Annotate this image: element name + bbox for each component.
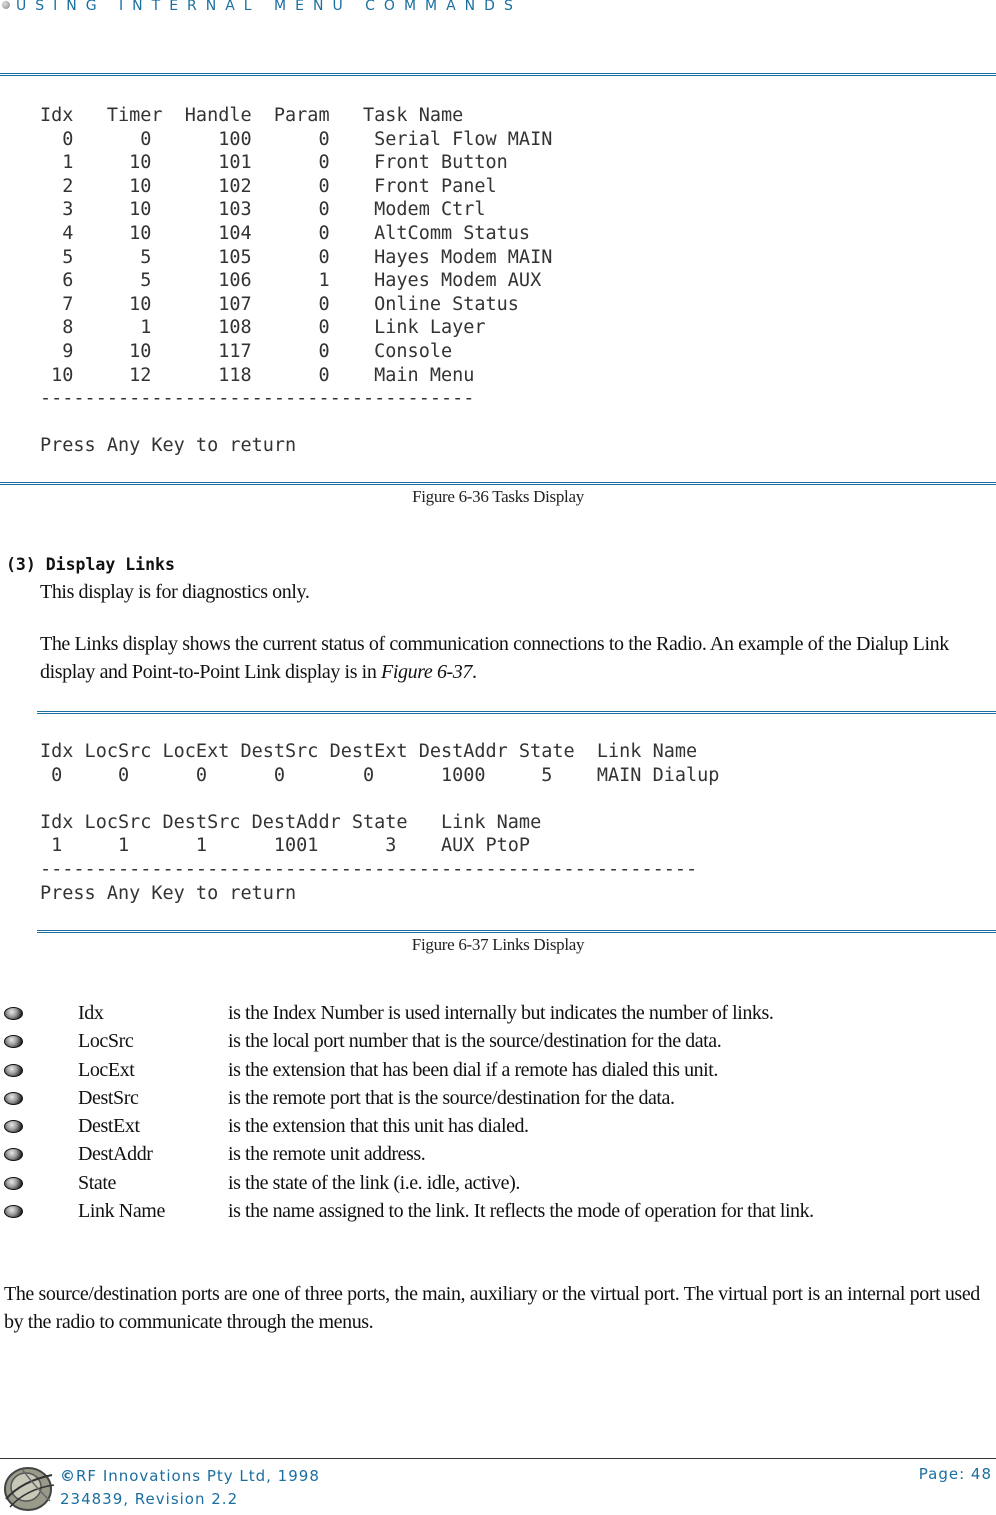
bullet-icon (4, 1177, 23, 1190)
list-item (0, 1143, 996, 1171)
definition-term: Link Name (78, 1200, 165, 1223)
bullet-icon (4, 1092, 23, 1105)
para-end: . (472, 661, 477, 683)
definition-term: DestSrc (78, 1086, 139, 1109)
links-display-terminal: Idx LocSrc LocExt DestSrc DestExt DestAddr State Link Name 0 0 0 0 0 1000 5 MAIN Dialup Idx LocSrc DestSrc DestAddr State Link Name 1 1 1 1001 3 AUX PtoP ----------------------------------------------------------- Press Any Key to return (40, 741, 720, 904)
definition-desc: is the remote unit address. (228, 1143, 426, 1166)
figure-reference: Figure 6-37 (381, 661, 472, 683)
bullet-icon (4, 1064, 23, 1077)
tasks-display-divider (0, 482, 996, 485)
definition-term: LocExt (78, 1058, 135, 1081)
bullet-icon (4, 1007, 23, 1020)
definitions-list (0, 1002, 996, 1228)
company-logo-icon (2, 1461, 56, 1513)
footer-company-info (60, 1465, 320, 1511)
header-divider (0, 73, 996, 76)
list-item (0, 1030, 996, 1058)
page-number: Page: 48 (918, 1465, 992, 1483)
footer-doc-ref: 234839, Revision 2.2 (60, 1490, 239, 1508)
definition-desc: is the remote port that is the source/destination for the data. (228, 1086, 675, 1109)
definition-desc: is the local port number that is the source/destination for the data. (228, 1030, 722, 1053)
header-title-text: USING INTERNAL MENU COMMANDS (16, 0, 522, 14)
section-para-diagnostics: This display is for diagnostics only. (40, 581, 310, 603)
definition-desc: is the name assigned to the link. It reflects the mode of operation for that link. (228, 1200, 814, 1223)
links-display-top-divider (37, 711, 996, 714)
bullet-icon (4, 1120, 23, 1133)
definition-term: State (78, 1171, 116, 1194)
section-heading: (3) Display Links (6, 555, 175, 574)
footer-copyright (60, 1465, 320, 1488)
page-header (2, 0, 522, 14)
para-text: The Links display shows the current status of communication connections to the Radio. An example of the Dialup Link display and Point-to-Point Link display is in (40, 633, 949, 683)
bullet-icon (4, 1035, 23, 1048)
footer-divider (0, 1458, 996, 1459)
list-item (0, 1087, 996, 1115)
bullet-icon (4, 1205, 23, 1218)
bullet-icon (4, 1148, 23, 1161)
definition-term: DestAddr (78, 1143, 153, 1166)
list-item (0, 1002, 996, 1030)
header-bullet-icon (2, 1, 10, 9)
definition-desc: is the Index Number is used internally but indicates the number of links. (228, 1002, 774, 1024)
definition-term: DestExt (78, 1115, 140, 1138)
figure-caption-tasks: Figure 6-36 Tasks Display (412, 487, 584, 506)
links-display-bottom-divider (37, 930, 996, 933)
definition-desc: is the extension that has been dial if a remote has dialed this unit. (228, 1058, 718, 1081)
list-item (0, 1172, 996, 1200)
definition-desc: is the state of the link (i.e. idle, active). (228, 1171, 520, 1194)
list-item (0, 1200, 996, 1228)
section-para-links (40, 630, 996, 686)
definition-term: Idx (78, 1002, 104, 1024)
footer-company: RF Innovations Pty Ltd, 1998 (76, 1467, 320, 1485)
list-item (0, 1059, 996, 1087)
figure-caption-links: Figure 6-37 Links Display (411, 935, 585, 954)
definition-desc: is the extension that this unit has dialed. (228, 1115, 529, 1138)
definition-term: LocSrc (78, 1030, 134, 1053)
tasks-display-terminal: Idx Timer Handle Param Task Name 0 0 100 0 Serial Flow MAIN 1 10 101 0 Front Button 2 10 102 0 Front Panel 3 10 103 0 Modem Ctrl 4 10 104 0 AltComm Status 5 5 105 0 Hayes Modem MAIN 6 5 106 1 Hayes Modem AUX 7 10 107 0 Online Status 8 1 108 0 Link Layer 9 10 117 0 Console 10 12 118 0 Main Menu --------------------------------------- Press Any Key to return (40, 105, 553, 457)
list-item (0, 1115, 996, 1143)
copyright-symbol: © (60, 1467, 76, 1485)
closing-paragraph: The source/destination ports are one of three ports, the main, auxiliary or the virtual port. The virtual port is an internal port used by the radio to communicate through the menus. (4, 1283, 980, 1333)
